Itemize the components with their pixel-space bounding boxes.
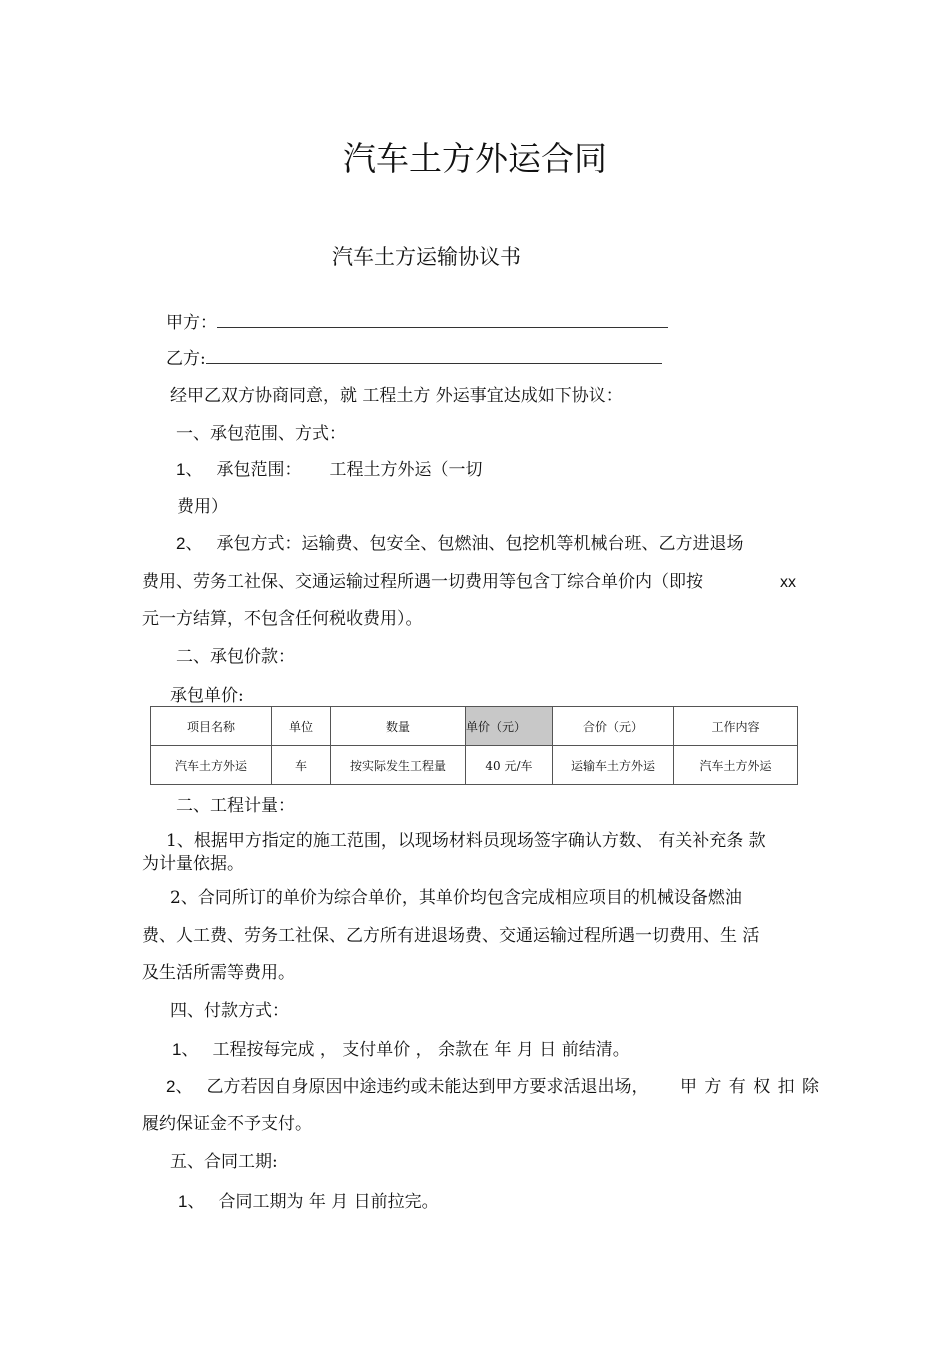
- section-3-item-2-line-3: 及生活所需等费用。: [142, 963, 295, 983]
- party-b-line: [166, 347, 662, 370]
- item-label: 承包范围：: [216, 460, 302, 480]
- section-3-item-1-line-1: 1、根据甲方指定的施工范围，以现场材料员现场签字确认方数、 有关补充条 款: [166, 831, 766, 851]
- section-5-heading: 五、合同工期:: [170, 1152, 278, 1172]
- section-3-item-2-line-1: 2、合同所订的单价为综合单价，其单价均包含完成相应项目的机械设备燃油: [170, 888, 742, 908]
- section-4-heading: 四、付款方式：: [170, 1001, 289, 1021]
- item-number: 2、: [176, 534, 203, 553]
- item-number: 2、: [166, 1077, 193, 1096]
- section-2-heading: 二、承包价款：: [176, 647, 295, 667]
- item-number: 1、: [172, 1040, 199, 1059]
- table-header-cell: 项目名称: [151, 707, 272, 746]
- table-cell: 按实际发生工程量: [331, 746, 466, 785]
- unit-price-label: 承包单价:: [170, 686, 244, 706]
- page-subtitle: 汽车土方运输协议书: [332, 245, 521, 269]
- table-cell: 40 元/车: [466, 746, 553, 785]
- table-cell: 车: [272, 746, 331, 785]
- table-header-cell: 数量: [331, 707, 466, 746]
- section-4-item-1: [172, 1039, 630, 1061]
- table-header-cell: 合价（元）: [553, 707, 674, 746]
- section-1-heading: 一、承包范围、方式：: [176, 424, 346, 444]
- party-a-blank: [217, 311, 668, 328]
- section-1-item-2: [176, 533, 743, 555]
- table-cell: 运输车土方外运: [553, 746, 674, 785]
- section-3-item-2-line-2: 费、人工费、劳务工社保、乙方所有进退场费、交通运输过程所遇一切费用、生 活: [142, 926, 760, 946]
- price-table: [150, 706, 798, 785]
- item-text: 承包方式：运输费、包安全、包燃油、包挖机等机械台班、乙方进退场: [216, 534, 744, 554]
- party-b-blank: [206, 347, 662, 364]
- table-cell: 汽车土方外运: [674, 746, 798, 785]
- item-value: 工程土方外运（一切: [329, 460, 483, 480]
- table-header-cell-highlighted: 单价（元）: [466, 707, 553, 746]
- item-number: 1、: [178, 1192, 205, 1211]
- item-text: 合同工期为 年 月 日前拉完。: [218, 1192, 439, 1212]
- section-3-item-1-line-2: 为计量依据。: [142, 854, 244, 874]
- section-4-item-2: [166, 1076, 648, 1098]
- party-a-label: 甲方：: [166, 313, 217, 333]
- table-header-cell: 工作内容: [674, 707, 798, 746]
- section-3-heading: 二、工程计量：: [176, 796, 295, 816]
- table-header-row: [151, 707, 798, 746]
- page-title: 汽车土方外运合同: [343, 139, 607, 178]
- section-4-item-2-right: 甲 方 有 权 扣 除: [680, 1077, 821, 1097]
- section-1-item-2-line-3: 元一方结算，不包含任何税收费用）。: [142, 609, 423, 629]
- item-text: 乙方若因自身原因中途违约或未能达到甲方要求活退出场，: [206, 1077, 649, 1097]
- price-placeholder: xx: [780, 574, 796, 591]
- item-number: 1、: [176, 460, 203, 479]
- table-row: [151, 746, 798, 785]
- party-b-label: 乙方:: [166, 349, 206, 369]
- section-1-item-2-line-2: 费用、劳务工社保、交通运输过程所遇一切费用等包含丁综合单价内（即按: [142, 572, 703, 592]
- table-cell: 汽车土方外运: [151, 746, 272, 785]
- section-1-item-1: [176, 459, 482, 481]
- table-header-cell: 单位: [272, 707, 331, 746]
- section-5-item-1: [178, 1191, 439, 1213]
- party-a-line: [166, 311, 668, 334]
- section-1-item-1-cont: 费用）: [177, 497, 228, 517]
- section-4-item-2-line-2: 履约保证金不予支付。: [142, 1114, 312, 1134]
- item-text: 工程按每完成 ， 支付单价 ， 余款在 年 月 日 前结清。: [212, 1040, 630, 1060]
- intro-text: 经甲乙双方协商同意，就 工程土方 外运事宜达成如下协议：: [170, 386, 623, 406]
